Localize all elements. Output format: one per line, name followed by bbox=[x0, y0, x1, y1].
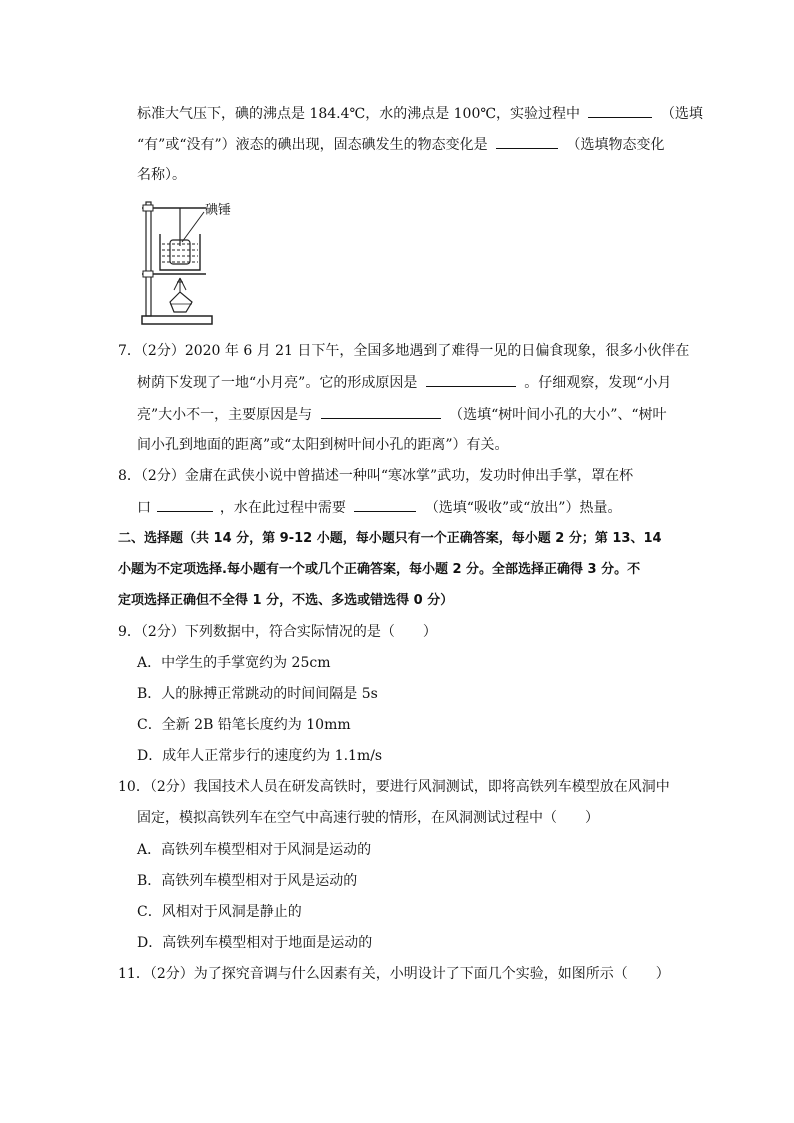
section-2-heading: 二、选择题（共 14 分，第 9-12 小题，每小题只有一个正确答案，每小题 2 分；第 13、14 bbox=[118, 531, 662, 546]
q10-option-d[interactable]: D．高铁列车模型相对于地面是运动的 bbox=[137, 935, 373, 951]
q10-option-b[interactable]: B．高铁列车模型相对于风是运动的 bbox=[137, 873, 358, 889]
q9-stem: 9．（2分）下列数据中，符合实际情况的是（ ） bbox=[118, 624, 437, 640]
q8-line-2: 口 ，水在此过程中需要 （选填“吸收”或“放出”）热量。 bbox=[137, 497, 621, 518]
q10-stem-line-2: 固定，模拟高铁列车在空气中高速行驶的情形，在风洞测试过程中（ ） bbox=[137, 810, 599, 826]
answer-blank[interactable] bbox=[426, 372, 516, 387]
q7-line-4: 间小孔到地面的距离”或“太阳到树叶间小孔的距离”）有关。 bbox=[137, 437, 509, 453]
q9-option-b[interactable]: B．人的脉搏正常跳动的时间间隔是 5s bbox=[137, 686, 378, 702]
q6-line-3: 名称）。 bbox=[137, 167, 186, 183]
q6-line-2: “有”或“没有”）液态的碘出现，固态碘发生的物态变化是 （选填物态变化 bbox=[137, 134, 665, 155]
q9-option-c[interactable]: C．全新 2B 铅笔长度约为 10mm bbox=[137, 717, 351, 733]
q10-option-a[interactable]: A．高铁列车模型相对于风洞是运动的 bbox=[137, 842, 372, 858]
q9-option-a[interactable]: A．中学生的手掌宽约为 25cm bbox=[137, 655, 331, 671]
answer-blank[interactable] bbox=[496, 134, 558, 149]
answer-blank[interactable] bbox=[588, 103, 652, 118]
answer-blank[interactable] bbox=[354, 497, 416, 512]
iodine-hammer-diagram bbox=[140, 198, 214, 328]
answer-blank[interactable] bbox=[321, 404, 441, 419]
section-2-heading-line-3: 定项选择正确但不全得 1 分，不选、多选或错选得 0 分） bbox=[118, 593, 454, 608]
q9-option-d[interactable]: D．成年人正常步行的速度约为 1.1m/s bbox=[137, 748, 383, 764]
q8-line-1: 8．（2分）金庸在武侠小说中曾描述一种叫“寒冰掌”武功，发功时伸出手掌，罩在杯 bbox=[118, 468, 634, 484]
q7-line-2: 树荫下发现了一地“小月亮”。它的形成原因是 。仔细观察，发现“小月 bbox=[137, 372, 671, 393]
q7-line-3: 亮”大小不一，主要原因是与 （选填“树叶间小孔的大小”、“树叶 bbox=[137, 404, 667, 425]
q10-option-c[interactable]: C．风相对于风洞是静止的 bbox=[137, 904, 302, 920]
diagram-label: 碘锤 bbox=[205, 203, 232, 218]
q11-stem: 11．（2分）为了探究音调与什么因素有关，小明设计了下面几个实验，如图所示（ ） bbox=[118, 966, 670, 982]
q7-line-1: 7．（2分）2020 年 6 月 21 日下午，全国多地遇到了难得一见的日偏食现象，很多小伙伴在 bbox=[118, 343, 690, 359]
section-2-heading-line-2: 小题为不定项选择.每小题有一个或几个正确答案，每小题 2 分。全部选择正确得 3 分。不 bbox=[118, 562, 641, 577]
q10-stem-line-1: 10．（2分）我国技术人员在研发高铁时，要进行风洞测试，即将高铁列车模型放在风洞中 bbox=[118, 779, 670, 795]
q6-line-1: 标准大气压下，碘的沸点是 184.4℃，水的沸点是 100℃，实验过程中 （选填 bbox=[137, 103, 703, 124]
answer-blank[interactable] bbox=[157, 497, 213, 512]
